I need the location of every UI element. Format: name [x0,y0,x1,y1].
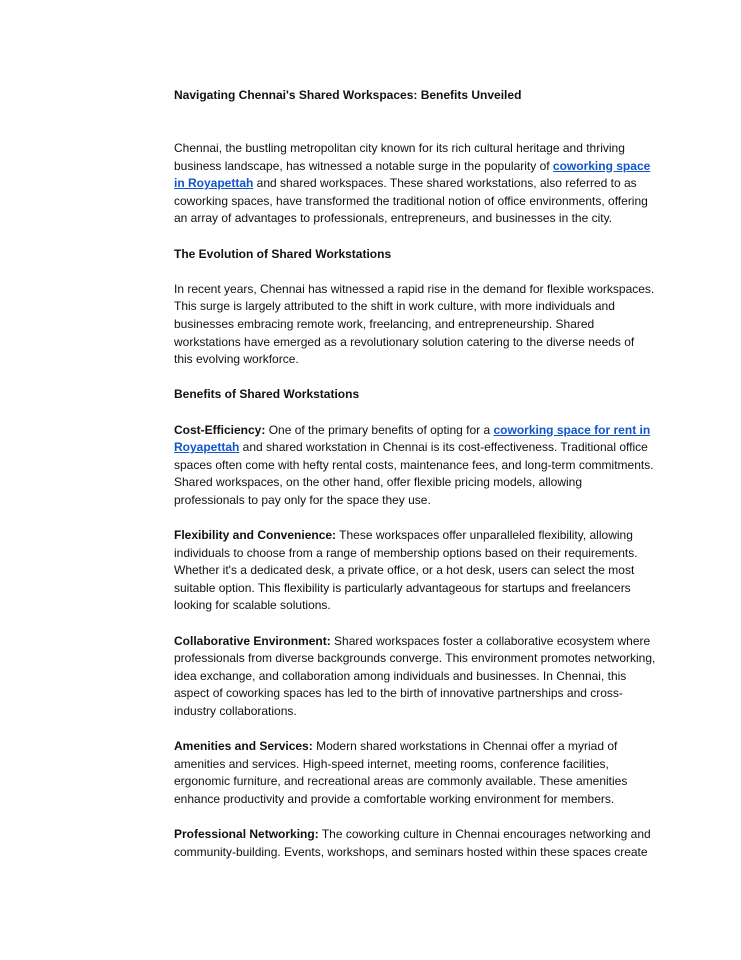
flexibility-text: These workspaces offer unparalleled flexibility, allowing individuals to choose from a range of membership options based on their requirements. Whether it's a dedicated desk, a private office, or a hot desk, users can select the most suitable option. This flexibility is particularly advantageous for startups and freelancers looking for scalable solutions. [174,528,638,613]
networking-lead: Professional Networking: [174,827,319,842]
networking-paragraph [174,826,656,861]
networking-text: The coworking culture in Chennai encourages networking and community-building. Events, workshops, and seminars hosted within these spaces create [174,827,651,859]
collaborative-paragraph [174,633,656,721]
amenities-text: Modern shared workstations in Chennai offer a myriad of amenities and services. High-speed internet, meeting rooms, conference facilities, ergonomic furniture, and recreational areas are commonly available. These amenities enhance productivity and provide a comfortable working environment for members. [174,739,628,806]
collaborative-text: Shared workspaces foster a collaborative ecosystem where professionals from diverse backgrounds converge. This environment promotes networking, idea exchange, and collaboration among individuals and businesses. In Chennai, this aspect of coworking spaces has led to the birth of innovative partnerships and cross-industry collaborations. [174,633,656,718]
amenities-lead: Amenities and Services: [174,739,313,754]
coworking-rent-link[interactable]: coworking space for rent in [493,422,651,437]
flexibility-paragraph [174,527,656,615]
cost-text-before: One of the primary benefits of opting for a [265,422,494,437]
intro-text-after: and shared workspaces. These shared workstations, also referred to as coworking spaces, have transformed the traditional notion of office environments, offering an array of advantages to professionals, entrepreneurs, and businesses in the city. [174,176,648,226]
page-title: Navigating Chennai's Shared Workspaces: Benefits Unveiled [174,88,522,102]
amenities-paragraph [174,738,656,808]
benefits-heading: Benefits of Shared Workstations [174,387,360,402]
intro-text-before: Chennai, the bustling metropolitan city known for its rich cultural heritage and thriving business landscape, has witnessed a notable surge in the popularity of [174,141,625,173]
evolution-heading: The Evolution of Shared Workstations [174,246,392,261]
cost-efficiency-lead: Cost-Efficiency: [174,422,266,437]
document-page [174,87,656,861]
coworking-royapettah-link[interactable]: coworking space in Royapettah [174,158,651,191]
cost-text-after: and shared workstation in Chennai is its cost-effectiveness. Traditional office spaces often come with hefty rental costs, maintenance fees, and long-term commitments. Shared workspaces, on the other hand, offer flexible pricing models, allowing professionals to pay only for the space they use. [174,440,654,507]
flexibility-lead: Flexibility and Convenience: [174,528,337,543]
evolution-paragraph: In recent years, Chennai has witnessed a rapid rise in the demand for flexible workspaces. This surge is largely attributed to the shift in work culture, with more individuals and businesses embracing remote work, freelancing, and entrepreneurship. Shared workstations have emerged as a revolutionary solution catering to the diverse needs of this evolving workforce. [174,281,655,367]
intro-paragraph [174,140,656,228]
collaborative-lead: Collaborative Environment: [174,633,331,648]
royapettah-link[interactable]: Royapettah [174,440,240,455]
cost-efficiency-paragraph [174,422,656,510]
